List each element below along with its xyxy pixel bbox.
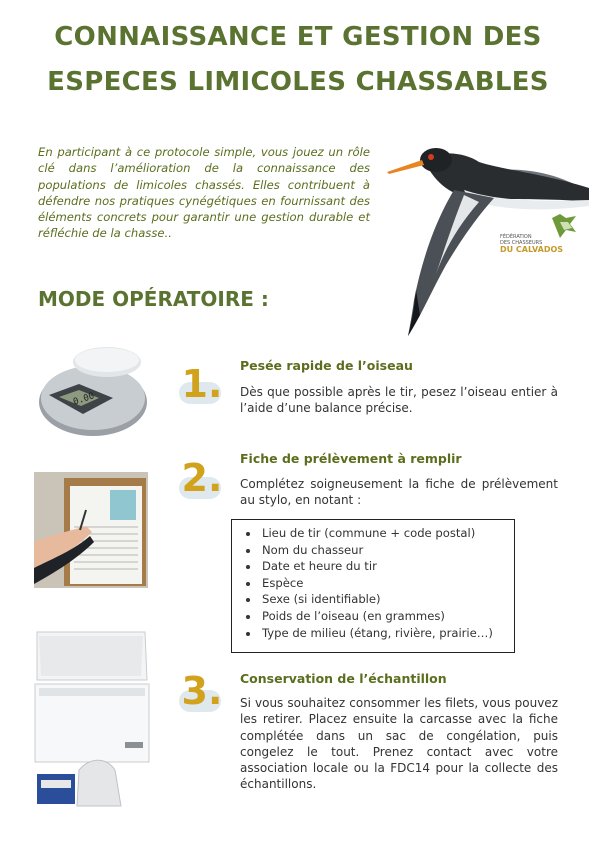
info-list-box <box>231 519 515 653</box>
step1-number: 1. <box>181 362 223 406</box>
step2-title: Fiche de prélèvement à remplir <box>240 451 462 466</box>
info-list <box>232 525 514 641</box>
list-item: • Date et heure du tir <box>260 558 514 575</box>
freezer-image <box>33 628 151 810</box>
step3-number: 3. <box>181 669 223 713</box>
list-item: • Sexe (si identifiable) <box>260 591 514 608</box>
scale-display-text: 0.00 <box>72 391 96 408</box>
step1-title: Pesée rapide de l’oiseau <box>240 358 413 373</box>
list-item: • Nom du chasseur <box>260 542 514 559</box>
page-title-line2: ESPECES LIMICOLES CHASSABLES <box>47 67 549 97</box>
step1-text: Dès que possible après le tir, pesez l’oiseau entier à l’aide d’une balance précise. <box>240 385 558 416</box>
form-filling-image <box>34 472 148 588</box>
intro-paragraph: En participant à ce protocole simple, vous jouez un rôle clé dans l’amélioration de la connaissance des populations de limicoles chassés. Elles contribuent à défendre nos pratiques cynégétiques en fournissant des éléments concrets pour garantir une gestion durable et réfléchie de la chasse.. <box>38 145 370 241</box>
section-title: MODE OPÉRATOIRE : <box>38 287 269 311</box>
logo-line1: FÉDÉRATION <box>500 234 532 240</box>
logo-line3: DU CALVADOS <box>500 245 564 254</box>
federation-logo <box>500 212 584 256</box>
scale-image <box>37 340 149 440</box>
list-item: • Type de milieu (étang, rivière, prairie…) <box>260 625 514 642</box>
list-item: • Lieu de tir (commune + code postal) <box>260 525 514 542</box>
list-item: • Espèce <box>260 575 514 592</box>
logo-line2: DES CHASSEURS <box>500 240 543 246</box>
step3-title: Conservation de l’échantillon <box>240 671 447 686</box>
step3-text: Si vous souhaitez consommer les filets, vous pouvez les retirer. Placez ensuite la carcasse avec la fiche complétée dans un sac de congélation, puis congelez le tout. Prenez contact avec votre association locale ou la FDC14 pour la collecte des échantillons. <box>240 696 558 792</box>
page-title-line1: CONNAISSANCE ET GESTION DES <box>54 22 542 52</box>
step2-number: 2. <box>181 456 223 500</box>
step2-text: Complétez soigneusement la fiche de prélèvement au stylo, en notant : <box>240 477 558 508</box>
list-item: • Poids de l’oiseau (en grammes) <box>260 608 514 625</box>
